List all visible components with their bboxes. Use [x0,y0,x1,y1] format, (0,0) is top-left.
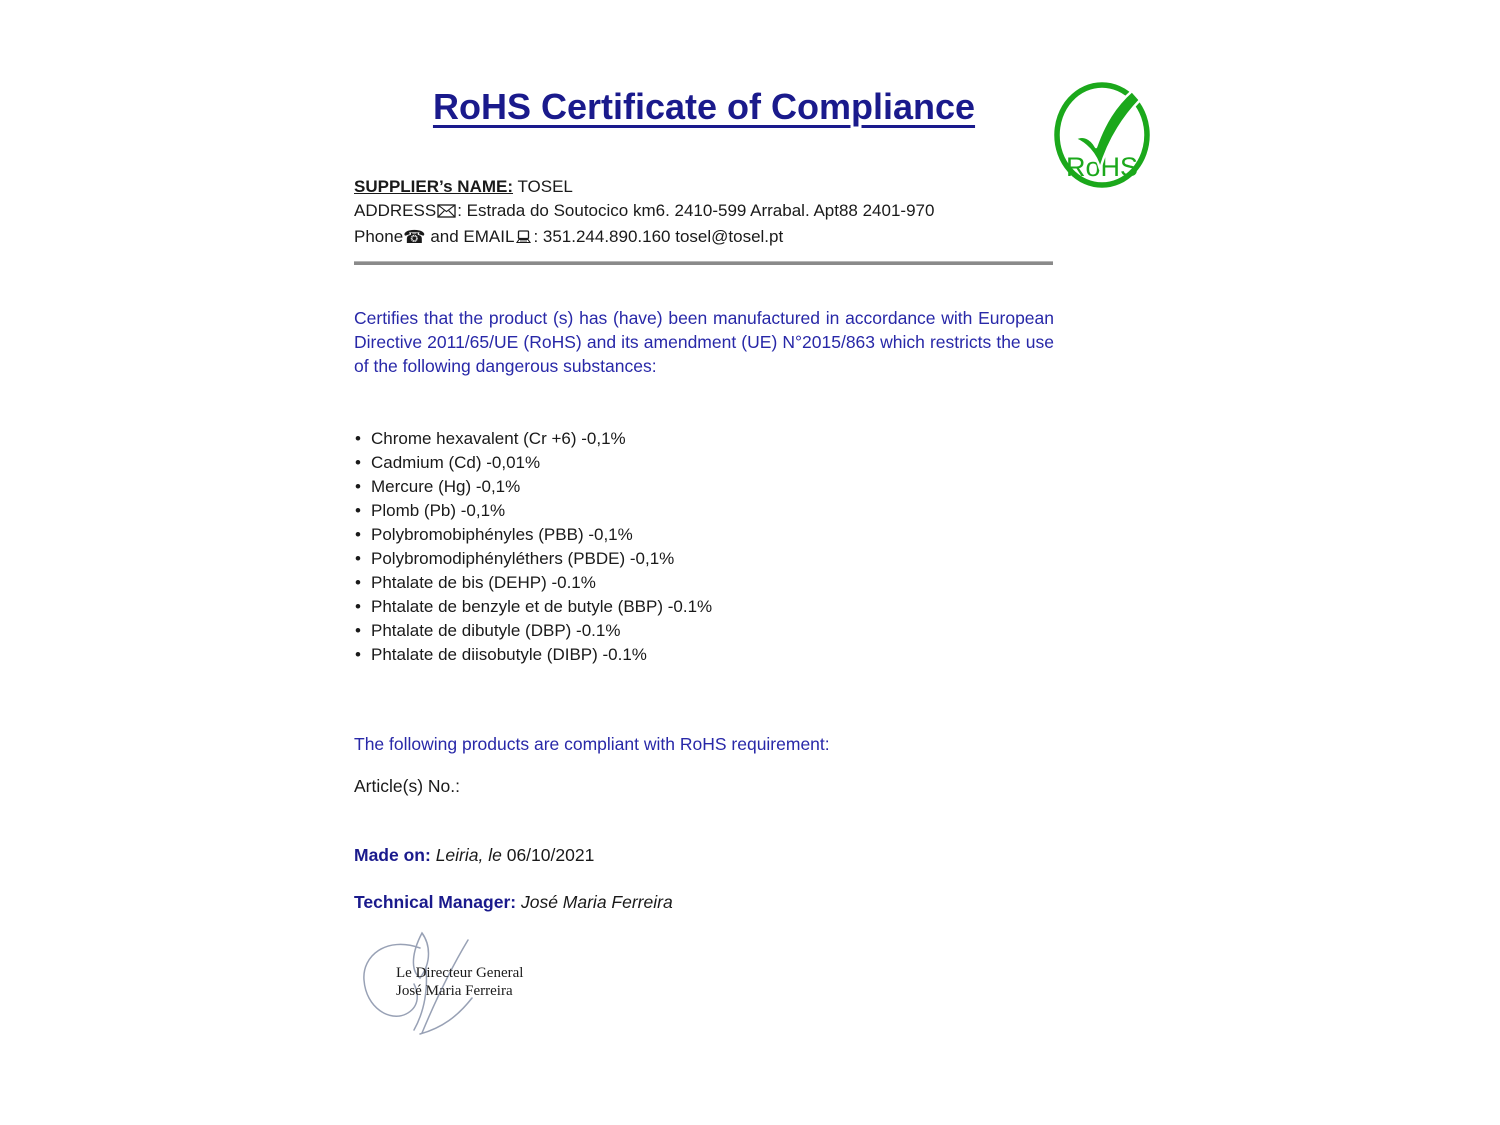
contact-value: : 351.244.890.160 tosel@tosel.pt [533,227,784,246]
address-value: : Estrada do Soutocico km6. 2410-599 Arrabal. Apt88 2401-970 [457,201,935,220]
svg-text:RoHS: RoHS [1065,152,1139,182]
made-on-place: Leiria, le [435,845,502,865]
made-on-date: 06/10/2021 [506,845,595,865]
substance-item: • Phtalate de diisobutyle (DIBP) -0.1% [354,643,1074,667]
supplier-name-value: TOSEL [517,177,573,196]
supplier-contact-line [354,225,1064,251]
horizontal-divider [354,261,1053,265]
substance-item: • Plomb (Pb) -0,1% [354,499,1074,523]
supplier-block [354,175,1064,251]
substance-item: • Cadmium (Cd) -0,01% [354,451,1074,475]
substance-item: • Mercure (Hg) -0,1% [354,475,1074,499]
compliance-statement: The following products are compliant with RoHS requirement: [354,734,830,754]
technical-manager-label: Technical Manager: [354,892,517,912]
phone-icon: ☎ [403,227,426,247]
email-label: and EMAIL [430,227,515,246]
rohs-check-icon [1052,80,1152,190]
stamp-line-1: Le Directeur General [396,965,524,981]
substances-list [354,427,1074,667]
substance-item: • Phtalate de bis (DEHP) -0.1% [354,571,1074,595]
signature-stamp [396,964,596,1000]
certification-statement: Certifies that the product (s) has (have) been manufactured in accordance with European Directive 2011/65/UE (RoHS) and its amendment (UE) N°2015/863 which restricts the use of the following dangerous substances: [354,308,1054,376]
supplier-name-label: SUPPLIER’s NAME: [354,177,514,196]
substance-item: • Chrome hexavalent (Cr +6) -0,1% [354,427,1074,451]
stamp-line-2: José Maria Ferreira [396,983,513,999]
substance-item: • Phtalate de benzyle et de butyle (BBP) -0.1% [354,595,1074,619]
supplier-name-line [354,175,1064,199]
substance-item: • Phtalate de dibutyle (DBP) -0.1% [354,619,1074,643]
computer-icon [515,227,532,251]
made-on-line [354,843,594,867]
technical-manager-name: José Maria Ferreira [520,892,673,912]
address-label: ADDRESS [354,201,437,220]
phone-label: Phone [354,227,404,246]
envelope-icon [437,201,456,225]
rohs-logo [1052,80,1152,190]
substance-item: • Polybromodiphényléthers (PBDE) -0,1% [354,547,1074,571]
technical-manager-line [354,890,673,914]
made-on-label: Made on: [354,845,431,865]
supplier-address-line [354,199,1064,225]
substance-item: • Polybromobiphényles (PBB) -0,1% [354,523,1074,547]
article-number-label: Article(s) No.: [354,776,460,796]
document-title: RoHS Certificate of Compliance [432,86,976,127]
